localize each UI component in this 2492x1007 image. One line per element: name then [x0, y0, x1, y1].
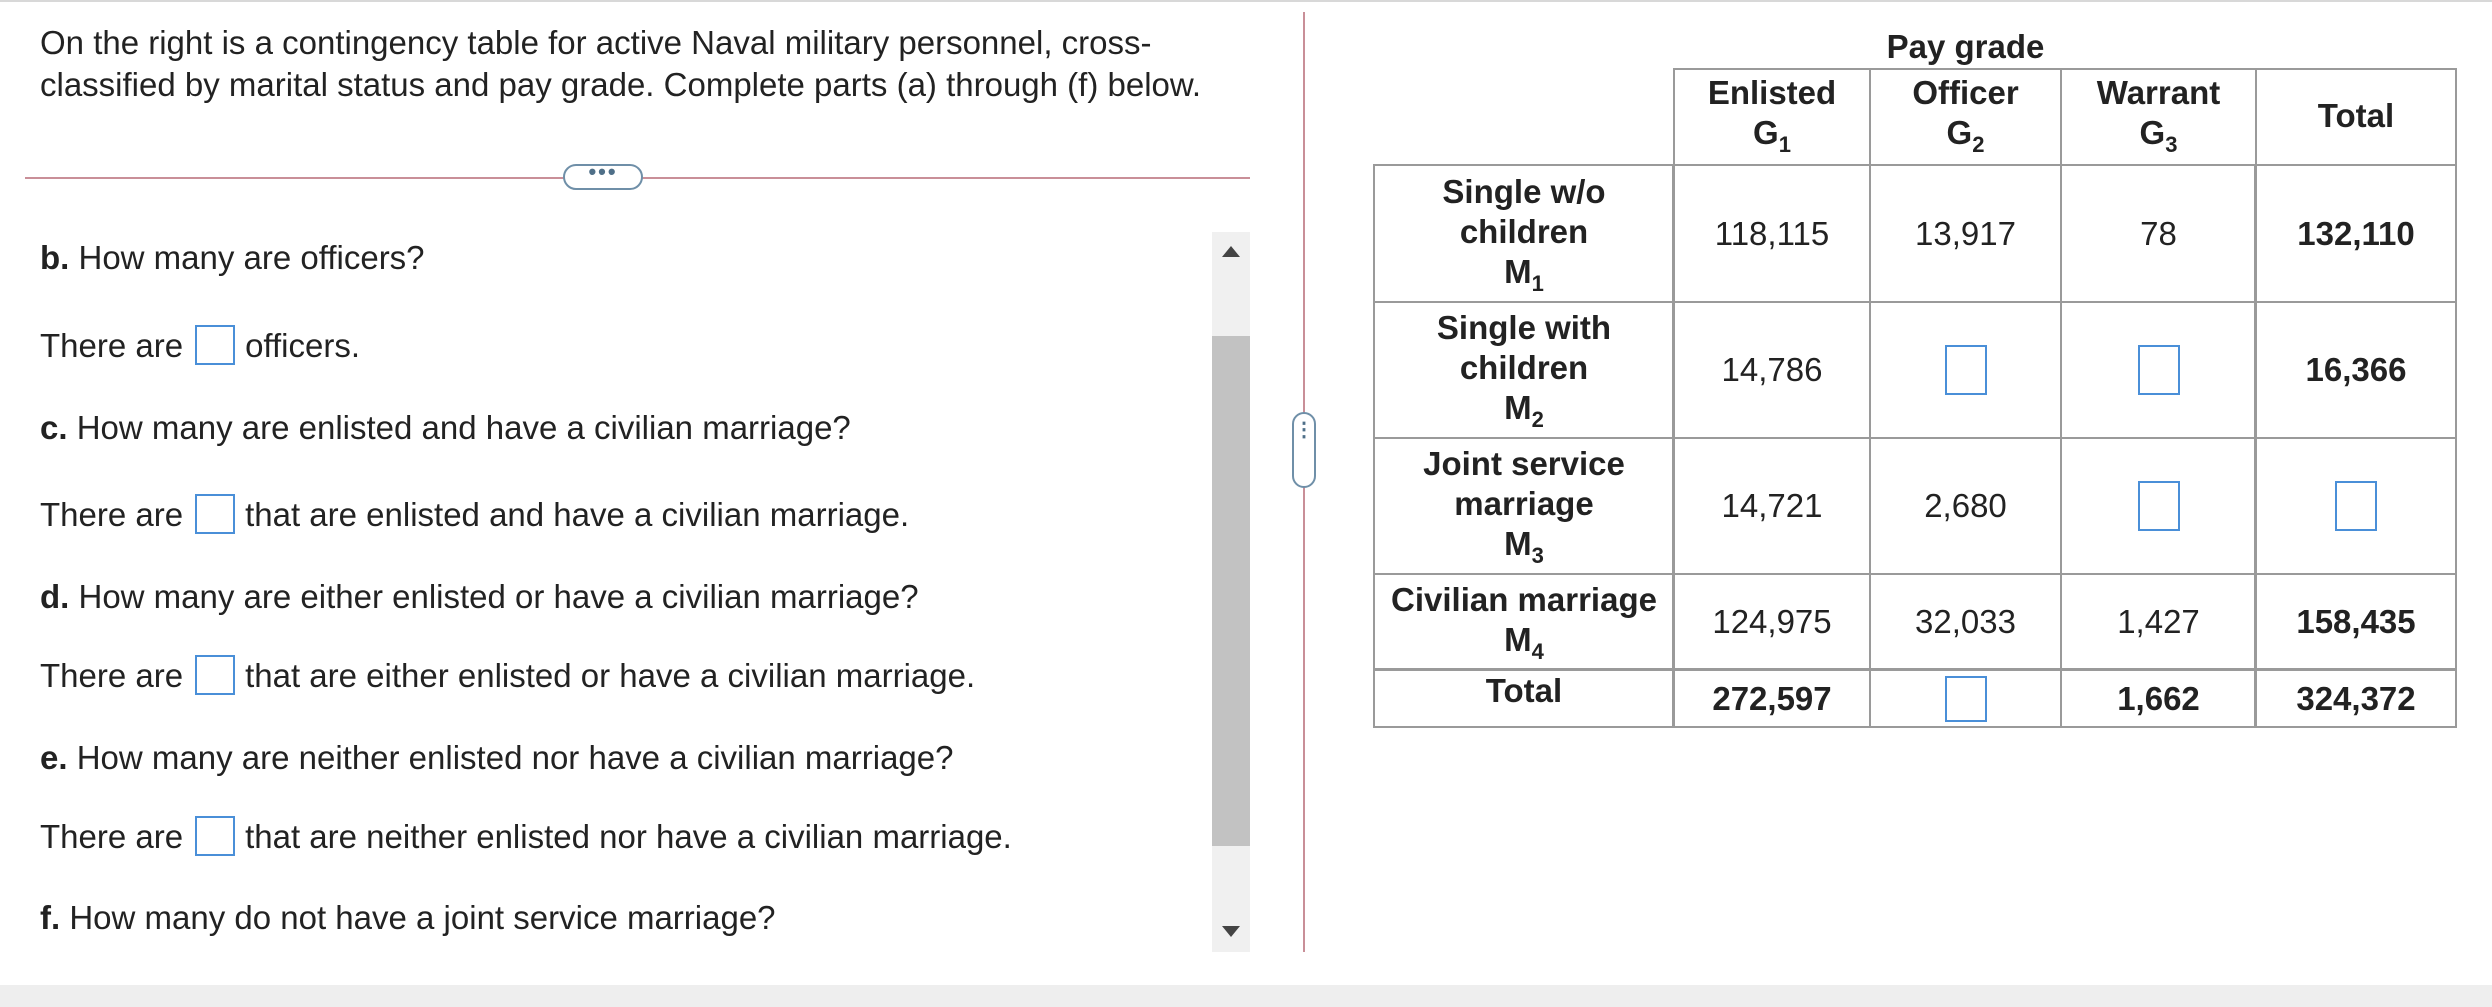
question-text: How many are neither enlisted nor have a civilian marriage? [76, 739, 954, 776]
table-cell: 13,917 [1915, 214, 2016, 252]
row-header-total: Total [1485, 672, 1563, 709]
table-cell: 32,033 [1915, 602, 2016, 640]
answer-prefix: There are [40, 496, 184, 533]
row-total-cell: 158,435 [2296, 602, 2416, 640]
question-letter: d. [40, 578, 70, 615]
row-header-single-without-children: Single w/o children $M_1$ [1442, 172, 1606, 296]
question-letter: c. [40, 409, 68, 446]
table-cell: 1,427 [2117, 602, 2200, 640]
table-cell: 14,786 [1721, 351, 1823, 388]
column-name: Enlisted [1707, 74, 1837, 111]
question-letter: f. [40, 899, 61, 936]
grid-line [1373, 726, 2457, 728]
problem-intro: On the right is a contingency table for active Naval military personnel, cross-classified by marital status and pay grade. Complete parts (a) through (f) below. [40, 24, 1202, 103]
answer-suffix: that are enlisted and have a civilian marriage. [245, 496, 910, 533]
answer-prefix: There are [40, 818, 184, 855]
question-text: How many are enlisted and have a civilian marriage? [76, 409, 851, 446]
question-c [40, 408, 851, 448]
row-header-single-with-children: Single with children $M_2$ [1436, 309, 1612, 432]
table-cell: 78 [2140, 214, 2177, 252]
answer-e-input[interactable] [195, 816, 235, 856]
answer-prefix: There are [40, 327, 184, 364]
column-symbol: $G_1$ [1753, 114, 1791, 157]
table-cell: 124,975 [1712, 602, 1832, 640]
row-header-civilian-marriage: Civilian marriage $M_4$ [1391, 580, 1657, 664]
answer-d-line [40, 656, 975, 698]
table-title: Pay grade [1886, 28, 2045, 65]
table-cell-input-wrapper [1871, 671, 2060, 726]
row-header-joint-service-marriage: Joint service marriage $M_3$ [1423, 445, 1625, 568]
table-cell: 118,115 [1714, 214, 1830, 252]
column-symbol: $G_2$ [1946, 114, 1985, 157]
grand-total-cell: 324,372 [2296, 679, 2416, 717]
table-cell-input-wrapper [1871, 303, 2060, 437]
question-e [40, 738, 953, 778]
answer-prefix: There are [40, 657, 184, 694]
table-cell-input-wrapper [2062, 303, 2255, 437]
answer-suffix: that are neither enlisted nor have a civilian marriage. [245, 818, 1012, 855]
column-name: Officer [1912, 74, 2019, 111]
bottom-bar [0, 985, 2492, 1007]
question-letter: b. [40, 239, 70, 276]
answer-suffix: officers. [245, 327, 361, 364]
column-name: Warrant [2096, 74, 2221, 111]
scrollbar-thumb[interactable] [1212, 336, 1250, 846]
answer-b-input[interactable] [195, 325, 235, 365]
scroll-up-arrow-icon[interactable] [1222, 246, 1240, 257]
expand-more-button[interactable]: ••• [563, 164, 643, 190]
grid-line [2455, 68, 2457, 728]
column-header-total: Total [2317, 97, 2395, 134]
answer-e-line [40, 817, 1012, 859]
column-header-enlisted [1675, 66, 1869, 164]
answer-c-input[interactable] [195, 494, 235, 534]
officer-m2-input[interactable] [1945, 345, 1987, 395]
question-text: How many are either enlisted or have a civilian marriage? [78, 578, 919, 615]
question-f [40, 898, 776, 938]
question-letter: e. [40, 739, 68, 776]
table-cell: 14,721 [1721, 487, 1823, 524]
table-cell-input-wrapper [2257, 439, 2455, 573]
answer-b-line [40, 326, 360, 368]
scroll-down-arrow-icon[interactable] [1222, 926, 1240, 937]
answer-d-input[interactable] [195, 655, 235, 695]
column-header-warrant [2062, 66, 2255, 164]
warrant-m2-input[interactable] [2138, 345, 2180, 395]
top-border [0, 0, 2492, 2]
column-header-officer [1871, 66, 2060, 164]
panel-resize-handle[interactable]: ⋮ [1292, 412, 1316, 488]
question-b [40, 238, 425, 278]
question-text: How many are officers? [78, 239, 425, 276]
officer-total-input[interactable] [1945, 676, 1987, 722]
warrant-m3-input[interactable] [2138, 481, 2180, 531]
question-text: How many do not have a joint service marriage? [69, 899, 776, 936]
row-total-cell: 132,110 [2297, 214, 2415, 252]
answer-suffix: that are either enlisted or have a civilian marriage. [245, 657, 976, 694]
column-total-cell: 1,662 [2117, 679, 2200, 717]
table-cell-input-wrapper [2062, 439, 2255, 573]
question-d [40, 577, 919, 617]
column-total-cell: 272,597 [1712, 679, 1832, 717]
row-total-cell: 16,366 [2305, 351, 2407, 388]
answer-c-line [40, 495, 909, 537]
total-m3-input[interactable] [2335, 481, 2377, 531]
table-cell: 2,680 [1924, 487, 2007, 524]
column-symbol: $G_3$ [2139, 114, 2178, 157]
